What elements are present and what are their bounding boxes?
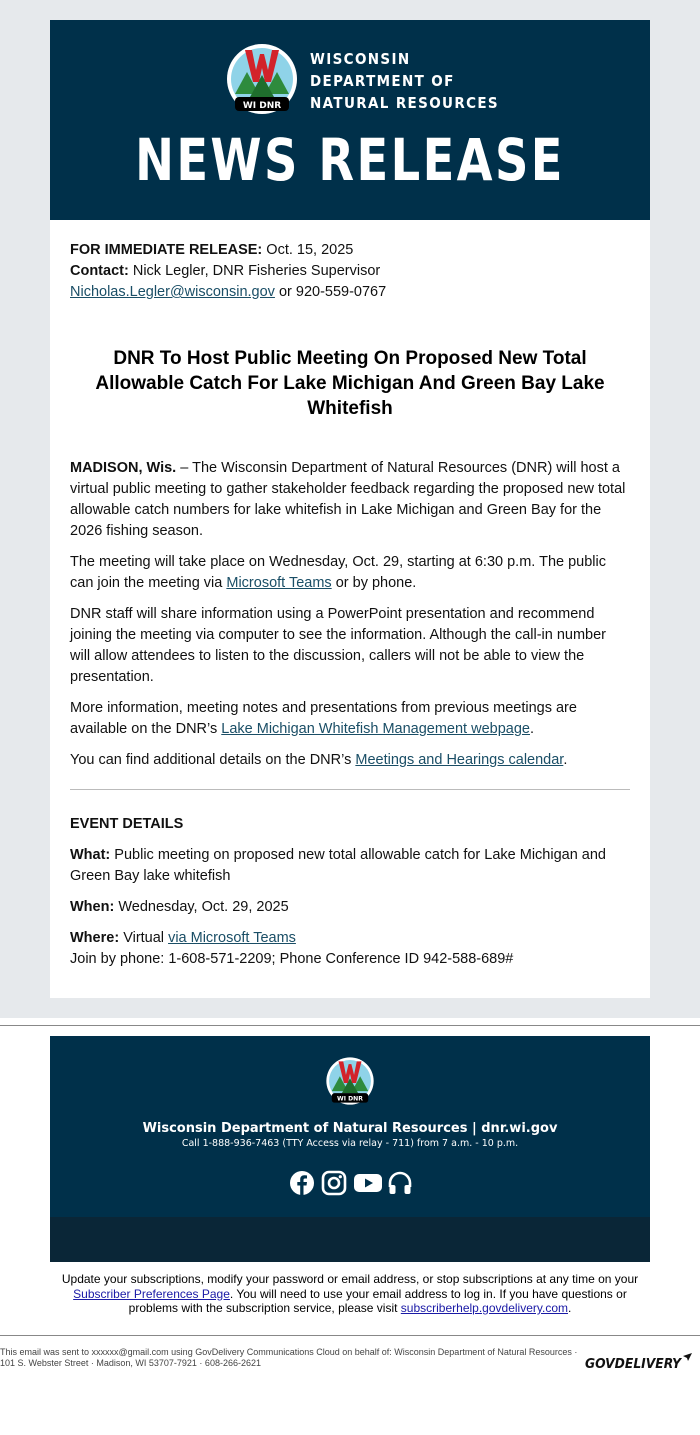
podcast-icon[interactable]	[387, 1170, 413, 1196]
manage-text-3: .	[567, 1301, 572, 1315]
govdelivery-logo[interactable]	[584, 1352, 694, 1372]
instagram-icon[interactable]	[321, 1170, 347, 1196]
page-title: NEWS RELEASE	[135, 126, 565, 194]
event-when-label: When:	[70, 899, 115, 915]
paragraph-2	[70, 552, 630, 594]
event-where-text: Virtual	[123, 930, 165, 946]
release-line	[70, 240, 630, 261]
paragraph-3: DNR staff will share information using a PowerPoint presentation and recommend joining the meeting via computer to see the information. Although the call-in number will allow attendees to listen to the discussion, callers will not be able to view the presentation.	[70, 606, 607, 685]
event-phone: Join by phone: 1-608-571-2209; Phone Conference ID 942-588-689#	[70, 951, 514, 967]
manage-text-1: Update your subscriptions, modify your password or email address, or stop subscriptions at any time on your	[61, 1272, 639, 1286]
paragraph-2-text: The meeting will take place on Wednesday, Oct. 29, starting at 6:30 p.m. The public can join the meeting via	[70, 554, 606, 591]
event-what-text: Public meeting on proposed new total allowable catch for Lake Michigan and Green Bay lake whitefish	[70, 847, 606, 884]
paragraph-1	[70, 458, 630, 542]
gov-logo-text: .gov	[343, 1418, 374, 1434]
subscription-management	[50, 1272, 650, 1316]
contact-name: Nick Legler, DNR Fisheries Supervisor	[132, 263, 381, 279]
divider	[70, 789, 630, 790]
footer-dnr-logo	[325, 1056, 375, 1106]
paragraph-4-tail: .	[529, 721, 535, 737]
event-heading-text: EVENT DETAILS	[70, 816, 184, 832]
footer-phone-line: Call 1-888-936-7463 (TTY Access via relay - 711) from 7 a.m. - 10 p.m.	[181, 1138, 519, 1149]
whitefish-management-link[interactable]: Lake Michigan Whitefish Management webpage	[221, 721, 530, 737]
event-where-label: Where:	[70, 930, 120, 946]
subscriber-help-link[interactable]: subscriberhelp.govdelivery.com	[400, 1301, 568, 1315]
release-date: Oct. 15, 2025	[266, 242, 354, 258]
paragraph-1-text: – The Wisconsin Department of Natural Resources (DNR) will host a virtual public meeting to gather stakeholder feedback regarding the proposed new total allowable catch numbers for lake whitefish in Lake Michigan and Green Bay for the 2026 fishing season.	[70, 460, 626, 539]
manage-text-2: . You will need to use your email address to log in. If you have questions or problems with the subscription service, please visit	[128, 1286, 627, 1315]
social-links	[289, 1170, 411, 1196]
footer-logo-text: WI DNR	[337, 1095, 363, 1103]
news-release-card	[50, 20, 650, 998]
release-label: FOR IMMEDIATE RELEASE:	[70, 242, 263, 258]
microsoft-teams-link[interactable]: Microsoft Teams	[226, 575, 332, 591]
paragraph-4	[70, 698, 630, 740]
meetings-calendar-link[interactable]: Meetings and Hearings calendar	[355, 752, 564, 768]
event-where	[70, 928, 630, 949]
wisconsin-gov-logo[interactable]	[324, 1407, 376, 1435]
paragraph-5-text: You can find additional details on the DNR’s	[70, 752, 352, 768]
contact-email-line	[70, 282, 630, 303]
paragraph-2-tail: or by phone.	[335, 575, 417, 591]
event-teams-link[interactable]: via Microsoft Teams	[168, 930, 296, 946]
event-what	[70, 845, 630, 887]
paragraph-5	[70, 750, 630, 771]
subscriber-preferences-link[interactable]: Subscriber Preferences Page	[73, 1286, 230, 1301]
org-name: WISCONSIN DEPARTMENT OF NATURAL RESOURCES	[310, 50, 499, 112]
contact-line	[70, 261, 630, 282]
facebook-icon[interactable]	[289, 1170, 315, 1196]
event-what-label: What:	[70, 847, 111, 863]
header-banner	[50, 20, 650, 220]
contact-label: Contact:	[70, 263, 129, 279]
dnr-logo	[225, 42, 299, 116]
footer-divider	[0, 1025, 700, 1026]
logo-text: WI DNR	[242, 101, 282, 111]
article-body	[70, 240, 630, 970]
disclaimer: This email was sent to xxxxxx@gmail.com using GovDelivery Communications Cloud on behalf of: Wisconsin Department of Natural Resources · 101 S. Webster Street · Madison, WI 53707-7921 · 608-266-2621	[0, 1347, 578, 1368]
contact-phone: or 920-559-0767	[278, 284, 387, 300]
event-heading	[70, 814, 630, 835]
youtube-icon[interactable]	[353, 1170, 383, 1196]
event-when-text: Wednesday, Oct. 29, 2025	[118, 899, 289, 915]
footer-org-line: Wisconsin Department of Natural Resources | dnr.wi.gov	[142, 1121, 558, 1136]
bottom-divider	[0, 1335, 700, 1336]
dateline: MADISON, Wis.	[70, 460, 177, 476]
contact-email-link[interactable]: Nicholas.Legler@wisconsin.gov	[70, 284, 275, 300]
paragraph-4-text: More information, meeting notes and presentations from previous meetings are available on the DNR’s	[70, 700, 577, 737]
event-when	[70, 897, 630, 918]
paragraph-5-tail: .	[563, 752, 568, 768]
govdelivery-logo-text: GOVDELIVERY	[585, 1357, 683, 1372]
headline: DNR To Host Public Meeting On Proposed New Total Allowable Catch For Lake Michigan And Green Bay Lake Whitefish	[95, 348, 605, 419]
